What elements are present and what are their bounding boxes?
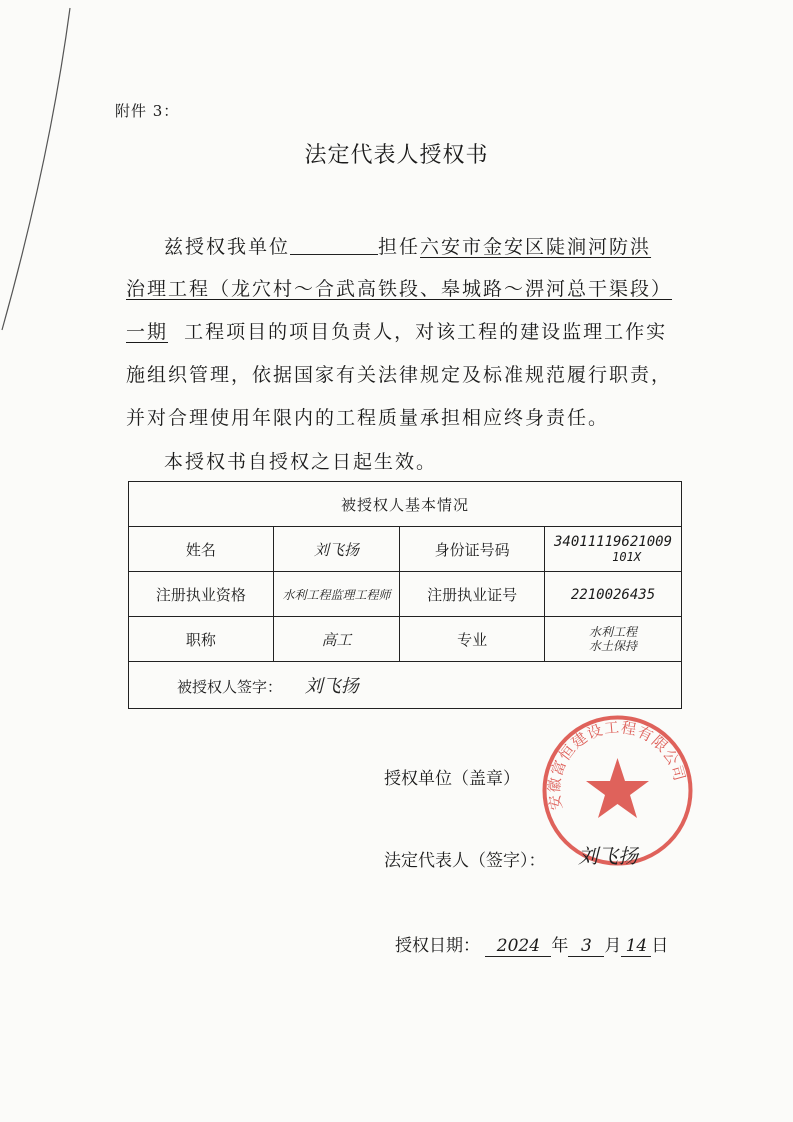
major-value-line-2: 水土保持 [589, 639, 638, 653]
legal-rep-label: 法定代表人（签字）： [384, 851, 546, 871]
project-name-part-2: 治理工程（龙穴村～合武高铁段、皋城路～淠河总干渠段） [126, 278, 673, 300]
document-title: 法定代表人授权书 [304, 143, 489, 168]
authorizing-unit-label: 授权单位（盖章） [384, 769, 520, 789]
major-value-line-1: 水利工程 [589, 625, 638, 639]
legal-rep-signature: 刘飞扬 [578, 844, 638, 868]
body-line-5: 并对合理使用年限内的工程质量承担相应终身责任。 [126, 407, 610, 429]
unit-blank [290, 236, 378, 255]
date-label: 授权日期： [395, 936, 480, 956]
title-label: 职称 [129, 617, 274, 662]
major-value [545, 617, 682, 662]
qualification-label: 注册执业资格 [129, 572, 274, 617]
body-line-4: 施组织管理，依据国家有关法律规定及标准规范履行职责， [126, 364, 673, 386]
month-char: 月 [604, 936, 622, 956]
body-text-line3: 工程项目的项目负责人，对该工程的建设监理工作实 [184, 321, 668, 343]
grantee-signature-row [129, 662, 682, 709]
body-line-1 [126, 232, 686, 259]
title-value: 高工 [321, 630, 352, 649]
scan-edge-line [0, 0, 80, 360]
id-value-line-1: 34011119621009 [554, 534, 673, 550]
id-label: 身份证号码 [400, 527, 545, 572]
body-line-6: 本授权书自授权之日起生效。 [164, 451, 438, 473]
qualification-value: 水利工程监理工程师 [282, 588, 391, 602]
day-char: 日 [651, 936, 669, 956]
seal-text: 安徽富恒建设工程有限公司 [545, 718, 689, 812]
authorization-date [395, 931, 668, 957]
date-day: 14 [621, 936, 651, 957]
body-line-2 [126, 274, 686, 301]
date-month: 3 [568, 936, 604, 957]
attachment-label: 附件 3： [115, 102, 180, 120]
year-char: 年 [551, 936, 569, 956]
table-header: 被授权人基本情况 [129, 482, 682, 527]
grantee-signature-label: 被授权人签字： [177, 678, 283, 696]
name-label: 姓名 [129, 527, 274, 572]
body-text-mid: 担任 [378, 236, 421, 258]
major-label: 专业 [400, 617, 545, 662]
name-value: 刘飞扬 [314, 540, 360, 559]
project-name-part-3: 一期 [126, 321, 169, 343]
body-line-3 [126, 317, 686, 344]
date-year: 2024 [485, 936, 551, 957]
certificate-label: 注册执业证号 [400, 572, 545, 617]
certificate-value: 2210026435 [570, 587, 656, 603]
project-name-part-1: 六安市金安区陡涧河防洪 [420, 236, 652, 258]
grantee-signature: 刘飞扬 [304, 676, 359, 697]
body-text-prefix: 兹授权我单位 [164, 236, 291, 258]
id-value-line-2: 101X [612, 550, 641, 564]
grantee-info-table [128, 481, 682, 709]
id-value [545, 527, 682, 572]
